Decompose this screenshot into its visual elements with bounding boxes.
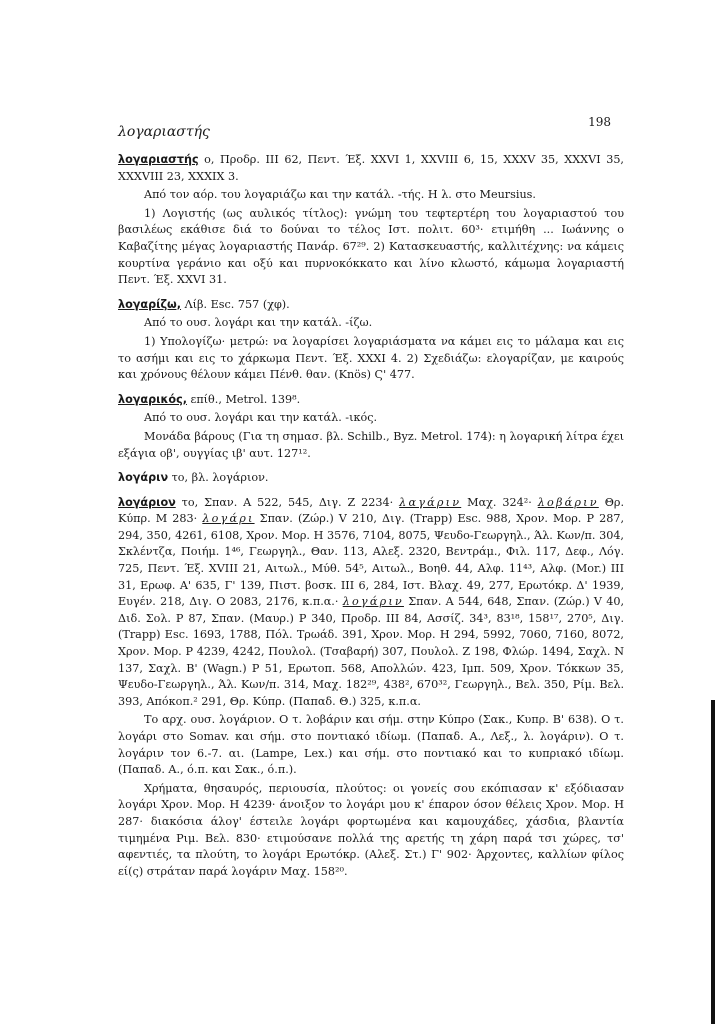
entry-logarion [118, 495, 624, 881]
entry-head [118, 152, 624, 185]
variant-form: λαγάριν [399, 495, 462, 509]
entry-logariastis [118, 152, 624, 289]
entry-head [118, 470, 624, 487]
sense: Χρήματα, θησαυρός, περιουσία, πλούτος: οι γονείς σου εκόπιασαν κ' εξόδιασαν λογάρι Χρον. Μορ. Η 4239· άνοιξον το λογάρι μου κ' έπαρον όσον θέλεις Χρον. Μορ. Η 287· διακόσια άλογ' έστειλε λογάρι φορτωμένα και καμουχάδες, χάσδια, βλαντία τιμημένα Ριμ. Βελ. 830· ετιμούσανε πολλά της αρετής τη χάρη παρά τσι χώρες, τσ' αφεντιές, τα πλούτη, το λογάρι Ερωτόκρ. (Αλεξ. Στ.) Γ' 902· Άρχοντες, καλλίων φίλος εί(ς) στράταν παρά λογάριν Μαχ. 158²⁰. [118, 781, 624, 878]
references: το, Σπαν. Α 522, 545, Διγ. Ζ 2234· [175, 495, 394, 509]
sense: Μονάδα βάρους (Για τη σημασ. βλ. Schilb., Byz. Metrol. 174): η λογαρική λίτρα έχει εξάγια οβ', ουγγίας ιβ' αυτ. 127¹². [118, 429, 624, 460]
variant-form: λοβάριν [537, 495, 599, 509]
references: Σπαν. (Ζώρ.) V 210, Διγ. (Trapp) Esc. 988, Χρον. Μορ. P 287, 294, 350, 4261, 6108, Χρον. Μορ. Η 3576, 7104, 8075, Ψευδο-Γεωργηλ., Άλ. Κων/π. 304, Σκλέντζα, Ποιήμ. 1⁴⁶, Γεωργηλ., Θαν. 113, Αλεξ. 2320, Βεντράμ., Φιλ. 117, Δεφ., Λόγ. 725, Πεντ. Έξ. XVIII 21, Αιτωλ., Μύθ. 54⁵, Αιτωλ., Βοηθ. 44, Αλφ. 11⁴³, Αλφ. (Mor.) III 31, Ερωφ. Α' 635, Γ' 139, Πιστ. βοσκ. III 6, 284, Ιστ. Βλαχ. 49, 277, Ερωτόκρ. Δ' 1939, Ευγέν. 218, Διγ. Ο 2083, 2176, κ.π.α.· [118, 512, 624, 609]
scan-edge-shadow [711, 700, 715, 1024]
variant-form: λογάρι [202, 512, 255, 526]
references: Λίβ. Esc. 757 (χφ). [181, 297, 290, 311]
etymology: Από το ουσ. λογάρι και την κατάλ. -ικός. [144, 411, 378, 425]
references: Θρ. Κύπρ. Μ 283· [118, 495, 624, 526]
senses [118, 206, 624, 289]
etymology: Το αρχ. ουσ. λογάριον. Ο τ. λοβάριν και σήμ. στην Κύπρο (Σακ., Κυπρ. Β' 638). Ο τ. λογάρι στο Somav. και σήμ. στο ποντιακό ιδίωμ. (Παπαδ. Α., Λεξ., λ. λογάριν). Ο τ. λογάριν τον 6.-7. αι. (Lampe, Lex.) και σήμ. στο ποντιακό και το κυπριακό ιδίωμ. (Παπαδ. Α., ό.π. και Σακ., ό.π.). [118, 713, 624, 777]
senses [118, 334, 624, 384]
sense-1: 1) Λογιστής (ως αυλικός τίτλος): γνώμη του τεφτερτέρη του λογαριαστού του βασιλέως εκάθισε διά το δούναι το τέλος Ιστ. πολιτ. 60³· ετιμήθη ... Ιωάννης ο Καβαζίτης μέγας λογαριαστής Πανάρ. 67²⁹. [118, 206, 624, 253]
references: Σπαν. Α 544, 648, Σπαν. (Ζώρ.) V 40, Διδ. Σολ. P 87, Σπαν. (Μαυρ.) P 340, Προδρ. III 84, Ασσίζ. 34³, 83¹⁸, 158¹⁷, 270⁵, Διγ. (Trapp) Esc. 1693, 1788, Πόλ. Τρωάδ. 391, Χρον. Μορ. Η 294, 5992, 7060, 7160, 8072, Χρον. Μορ. P 4239, 4242, Πουλολ. (Τσαβαρή) 307, Πουλολ. Ζ 198, Φλώρ. 1494, Σαχλ. Ν 137, Σαχλ. Β' (Wagn.) P 51, Ερωτοπ. 568, Απολλών. 423, Ιμπ. 509, Χρον. Τόκκων 35, Ψευδο-Γεωργηλ., Άλ. Κων/π. 314, Μαχ. 182²⁹, 438², 670³², Γεωργηλ., Βελ. 350, Ρίμ. Βελ. 393, Απόκοπ.² 291, Θρ. Κύπρ. (Παπαδ. Θ.) 325, κ.π.α. [118, 595, 624, 708]
page-body [118, 152, 624, 888]
page-number: 198 [588, 115, 611, 129]
cross-reference: το, βλ. λογάριον. [168, 471, 269, 485]
references: ο, Προδρ. III 62, Πεντ. Έξ. XXVI 1, XXVIII 6, 15, XXXV 35, XXXVI 35, XXXVIII 23, XXXIX 3. [118, 153, 624, 183]
entry-logarin [118, 470, 624, 487]
lemma: λογαρικός, [118, 392, 187, 406]
running-head: λογαριαστής [118, 124, 210, 140]
variant-form: λογάριν [342, 595, 404, 609]
references: επίθ., Metrol. 139⁸. [186, 392, 301, 406]
sense-2: 2) Σχεδιάζω: ελογαρίζαν, με καιρούς και χρόνους θέλουν κάμει Πένθ. θαν. (Knös) Ϛ' 477. [118, 351, 625, 382]
entry-logarizo [118, 297, 624, 384]
lemma: λογαριαστής [118, 153, 199, 166]
references: Μαχ. 324²· [461, 495, 532, 509]
lemma: λογάριον [118, 495, 176, 509]
etymology: Από τον αόρ. του λογαριάζω και την κατάλ. -τής. Η λ. στο Meursius. [144, 188, 536, 202]
sense-1: 1) Υπολογίζω· μετρώ: να λογαρίσει λογαριάσματα να κάμει εις το μάλαμα και εις το ασήμι και εις το χάρκωμα Πεντ. Έξ. XXXI 4. [118, 334, 624, 365]
entry-logarikos [118, 392, 624, 462]
lemma: λογαρίζω, [118, 297, 182, 311]
etymology: Από το ουσ. λογάρι και την κατάλ. -ίζω. [144, 316, 373, 330]
entry-head [118, 392, 624, 409]
entry-head [118, 297, 624, 314]
lemma: λογάριν [118, 471, 169, 485]
entry-head [118, 495, 624, 711]
sense-2: 2) Κατασκευαστής, καλλιτέχνης: να κάμεις κουρτίνα γεράνιο και οξύ και πυρνοκόκκατο και λίνο κλωστό, κάμωμα λογαριαστή Πεντ. Έξ. XXVI 31. [118, 239, 624, 287]
